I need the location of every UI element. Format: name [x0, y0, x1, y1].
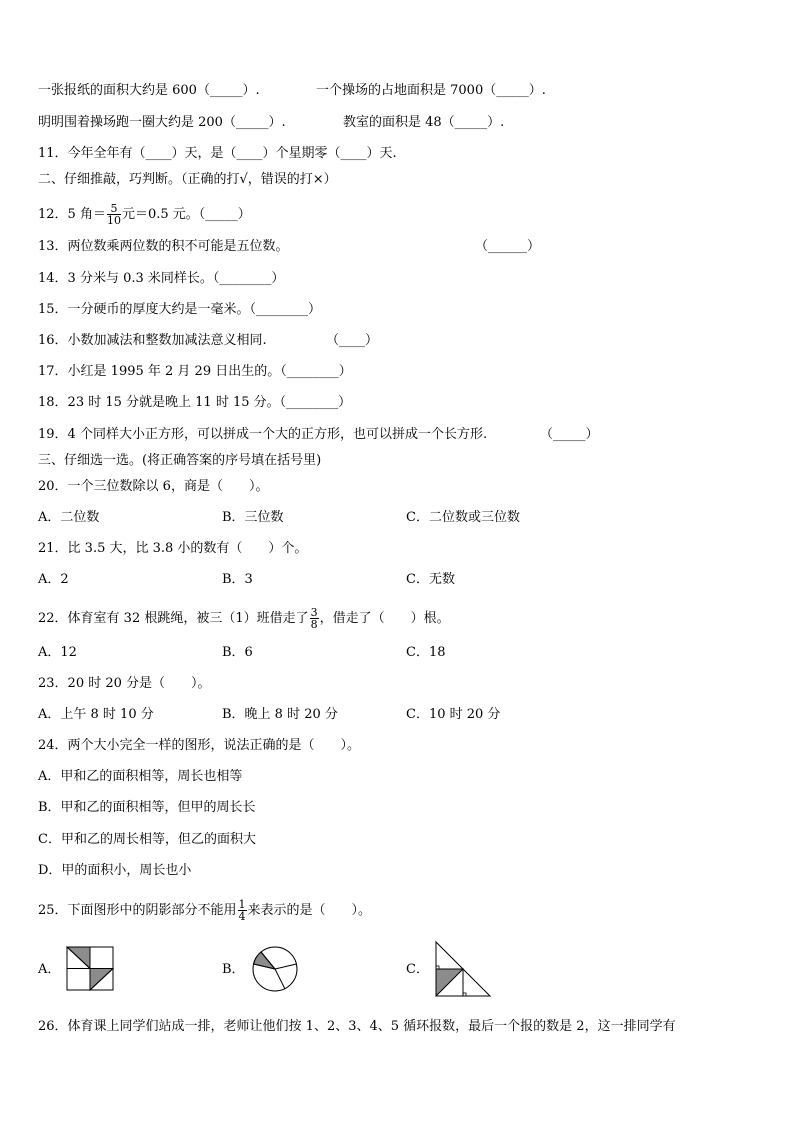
question-25: [38, 899, 371, 922]
q21-option-c: C．无数: [406, 572, 455, 587]
question-14: 14．3 分米与 0.3 米同样长。（________）: [38, 271, 285, 286]
question-13: 13．两位数乘两位数的积不可能是五位数。: [38, 239, 289, 254]
q25-option-a-label: A．: [38, 962, 61, 977]
q21-option-a: A．2: [38, 572, 69, 587]
line-classroom-area: 教室的面积是 48（_____）.: [343, 115, 505, 130]
q25-figure-c-triangle: [434, 940, 494, 998]
question-23: 23．20 时 20 分是（ ）。: [38, 676, 211, 691]
q23-option-c: C．10 时 20 分: [406, 707, 501, 722]
q25-fraction: [238, 899, 247, 922]
section-2-heading: 二、仔细推敲，巧判断。（正确的打√，错误的打×）: [38, 172, 337, 187]
q25-option-c-label: C．: [406, 962, 429, 977]
q22-option-a: A．12: [38, 645, 77, 660]
q16-answer-blank[interactable]: （____）: [326, 333, 379, 348]
line-newspaper-area: 一张报纸的面积大约是 600（_____）.: [38, 83, 260, 98]
question-16: 16．小数加减法和整数加减法意义相同.: [38, 333, 267, 348]
q25-figure-b-circle: [251, 945, 301, 993]
q12-fraction: [107, 203, 121, 226]
q19-answer-blank[interactable]: （_____）: [540, 427, 599, 442]
question-22: [38, 607, 450, 630]
q20-option-b: B．三位数: [222, 510, 284, 525]
q22-text-b: ，借走了（ ）根。: [319, 611, 450, 626]
q22-option-c: C．18: [406, 645, 446, 660]
q12-text-b: 元＝0.5 元。（_____）: [121, 207, 251, 222]
q13-answer-blank[interactable]: （______）: [475, 239, 541, 254]
q22-denominator: 8: [310, 618, 318, 631]
line-run-distance: 明明围着操场跑一圈大约是 200（_____）.: [38, 115, 286, 130]
q23-option-a: A．上午 8 时 10 分: [38, 707, 154, 722]
question-17: 17．小红是 1995 年 2 月 29 日出生的。（________）: [38, 364, 352, 379]
section-3-heading: 三、仔细选一选。(将正确答案的序号填在括号里): [38, 453, 322, 468]
question-20: 20．一个三位数除以 6，商是（ ）。: [38, 479, 269, 494]
q22-text-a: 22．体育室有 32 根跳绳，被三（1）班借走了: [38, 611, 309, 626]
q20-option-c: C．二位数或三位数: [406, 510, 520, 525]
q25-figure-a-squares: [66, 946, 116, 992]
q22-option-b: B．6: [222, 645, 253, 660]
q24-option-a: A．甲和乙的面积相等，周长也相等: [38, 769, 243, 784]
q24-option-d: D．甲的面积小，周长也小: [38, 863, 192, 878]
question-18: 18．23 时 15 分就是晚上 11 时 15 分。（________）: [38, 395, 352, 410]
question-21: 21．比 3.5 大，比 3.8 小的数有（ ）个。: [38, 541, 308, 556]
question-15: 15．一分硬币的厚度大约是一毫米。（________）: [38, 302, 322, 317]
q25-text-a: 25．下面图形中的阴影部分不能用: [38, 903, 237, 918]
q25-denominator: 4: [238, 910, 246, 923]
q21-option-b: B．3: [222, 572, 253, 587]
question-12: [38, 203, 251, 226]
q25-numerator: 1: [238, 898, 246, 911]
question-24: 24．两个大小完全一样的图形，说法正确的是（ ）。: [38, 738, 361, 753]
question-11: 11．今年全年有（____）天，是（____）个星期零（____）天.: [38, 146, 397, 161]
q25-text-b: 来表示的是（ ）。: [247, 903, 372, 918]
q24-option-b: B．甲和乙的面积相等，但甲的周长长: [38, 800, 256, 815]
q12-numerator: 5: [107, 203, 121, 215]
question-26: 26．体育课上同学们站成一排，老师让他们按 1、2、3、4、5 循环报数，最后一个报的数是 2，这一排同学有: [38, 1019, 676, 1034]
q22-numerator: 3: [310, 606, 318, 619]
q24-option-c: C．甲和乙的周长相等，但乙的面积大: [38, 832, 256, 847]
q12-text-a: 12．5 角＝: [38, 207, 106, 222]
q23-option-b: B．晚上 8 时 20 分: [222, 707, 338, 722]
q22-fraction: [310, 607, 319, 630]
q12-denominator: 10: [106, 214, 121, 227]
q25-option-b-label: B．: [222, 962, 245, 977]
question-19: 19．4 个同样大小正方形，可以拼成一个大的正方形，也可以拼成一个长方形.: [38, 427, 488, 442]
line-playground-area: 一个操场的占地面积是 7000（_____）.: [316, 83, 546, 98]
q20-option-a: A．二位数: [38, 510, 100, 525]
